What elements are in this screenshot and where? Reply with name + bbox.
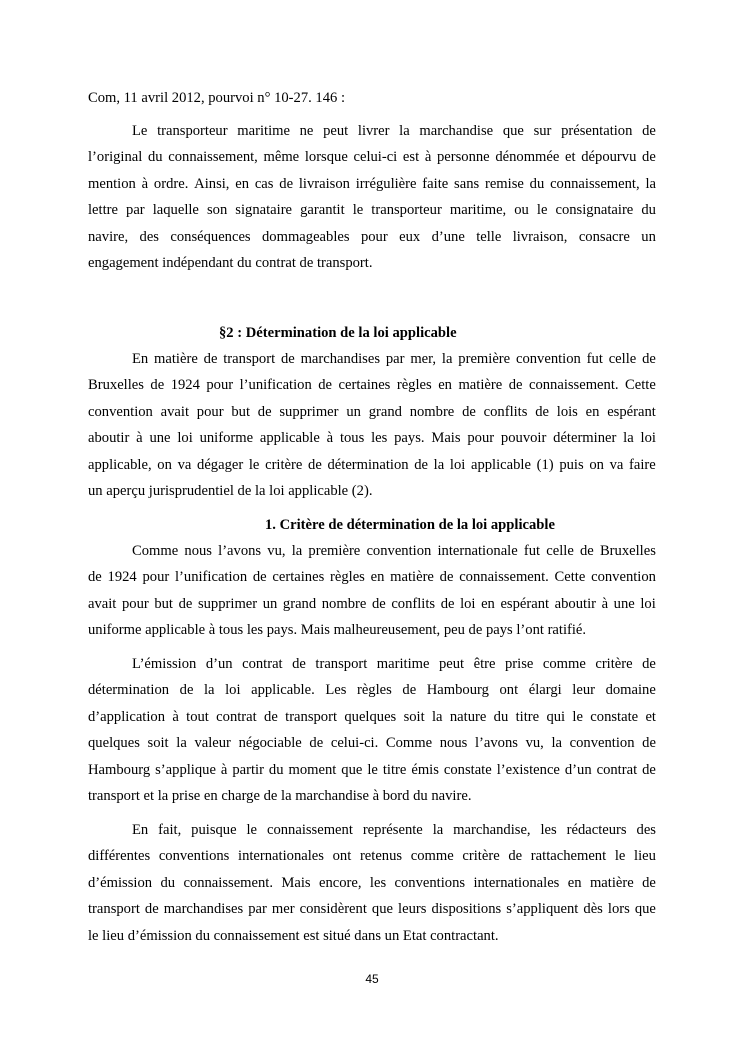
paragraph-line: d’émission du connaissement. Mais encore, les conventions internationales en matière de [88,874,656,891]
paragraph-line: avait pour but de supprimer un grand nombre de conflits de loi en espérant aboutir à une loi [88,595,656,612]
paragraph-line: détermination de la loi applicable. Les règles de Hambourg ont élargi leur domaine [88,682,656,699]
paragraph-line: uniforme applicable à tous les pays. Mais malheureusement, peu de pays l’ont ratifié. [88,622,587,639]
paragraph-line: Hambourg s’applique à partir du moment que le titre émis constate l’existence d’un contrat de [88,761,656,778]
paragraph-line: transport et la prise en charge de la marchandise à bord du navire. [88,788,472,804]
paragraph-line: le lieu d’émission du connaissement est situé dans un Etat contractant. [88,927,499,944]
paragraph-line: quelques soit la valeur négociable de celui-ci. Comme nous l’avons vu, la convention de [88,735,656,752]
paragraph-line: En matière de transport de marchandises par mer, la première convention fut celle de [132,351,656,367]
paragraph-line: engagement indépendant du contrat de transport. [88,255,373,271]
section-heading: §2 : Détermination de la loi applicable [219,325,457,341]
paragraph-line: lettre par laquelle son signataire garantit le transporteur maritime, ou le consignataire du [88,202,656,219]
reference-line: Com, 11 avril 2012, pourvoi n° 10-27. 146 : [88,90,346,106]
page-number: 45 [365,972,379,986]
paragraph-line: En fait, puisque le connaissement représente la marchandise, les rédacteurs des [132,822,656,838]
paragraph-line: de 1924 pour l’unification de certaines règles en matière de connaissement. Cette convention [88,569,656,586]
paragraph-line: mention à ordre. Ainsi, en cas de livraison irrégulière faite sans remise du connaissement, la [88,175,656,192]
paragraph-line: transport de marchandises par mer considèrent que leurs dispositions s’appliquent dès lors que [88,901,656,918]
paragraph-line: applicable, on va dégager le critère de détermination de la loi applicable (1) puis on va faire [88,456,656,473]
paragraph-line: convention avait pour but de supprimer un grand nombre de conflits de lois en espérant [88,403,656,420]
paragraph-line: navire, des conséquences dommageables pour eux d’une telle livraison, consacre un [88,228,656,245]
paragraph-line: d’application à tout contrat de transport quelques soit la nature du titre qui le constate et [88,708,656,725]
paragraph-line: l’original du connaissement, même lorsque celui-ci est à personne dénommée et dépourvu de [88,149,656,166]
paragraph-line: aboutir à une loi uniforme applicable à tous les pays. Mais pour pouvoir déterminer la loi [88,430,656,447]
paragraph-line: Le transporteur maritime ne peut livrer la marchandise que sur présentation de [132,123,656,139]
subheading-criterion: 1. Critère de détermination de la loi applicable [265,517,555,533]
paragraph-line: différentes conventions internationales ont retenus comme critère de rattachement le lieu [88,848,656,865]
paragraph-line: L’émission d’un contrat de transport maritime peut être prise comme critère de [132,656,656,672]
paragraph-line: Bruxelles de 1924 pour l’unification de certaines règles en matière de connaissement. Cette [88,377,656,394]
paragraph-line: un aperçu jurisprudentiel de la loi applicable (2). [88,483,373,499]
paragraph-line: Comme nous l’avons vu, la première convention internationale fut celle de Bruxelles [132,543,656,559]
